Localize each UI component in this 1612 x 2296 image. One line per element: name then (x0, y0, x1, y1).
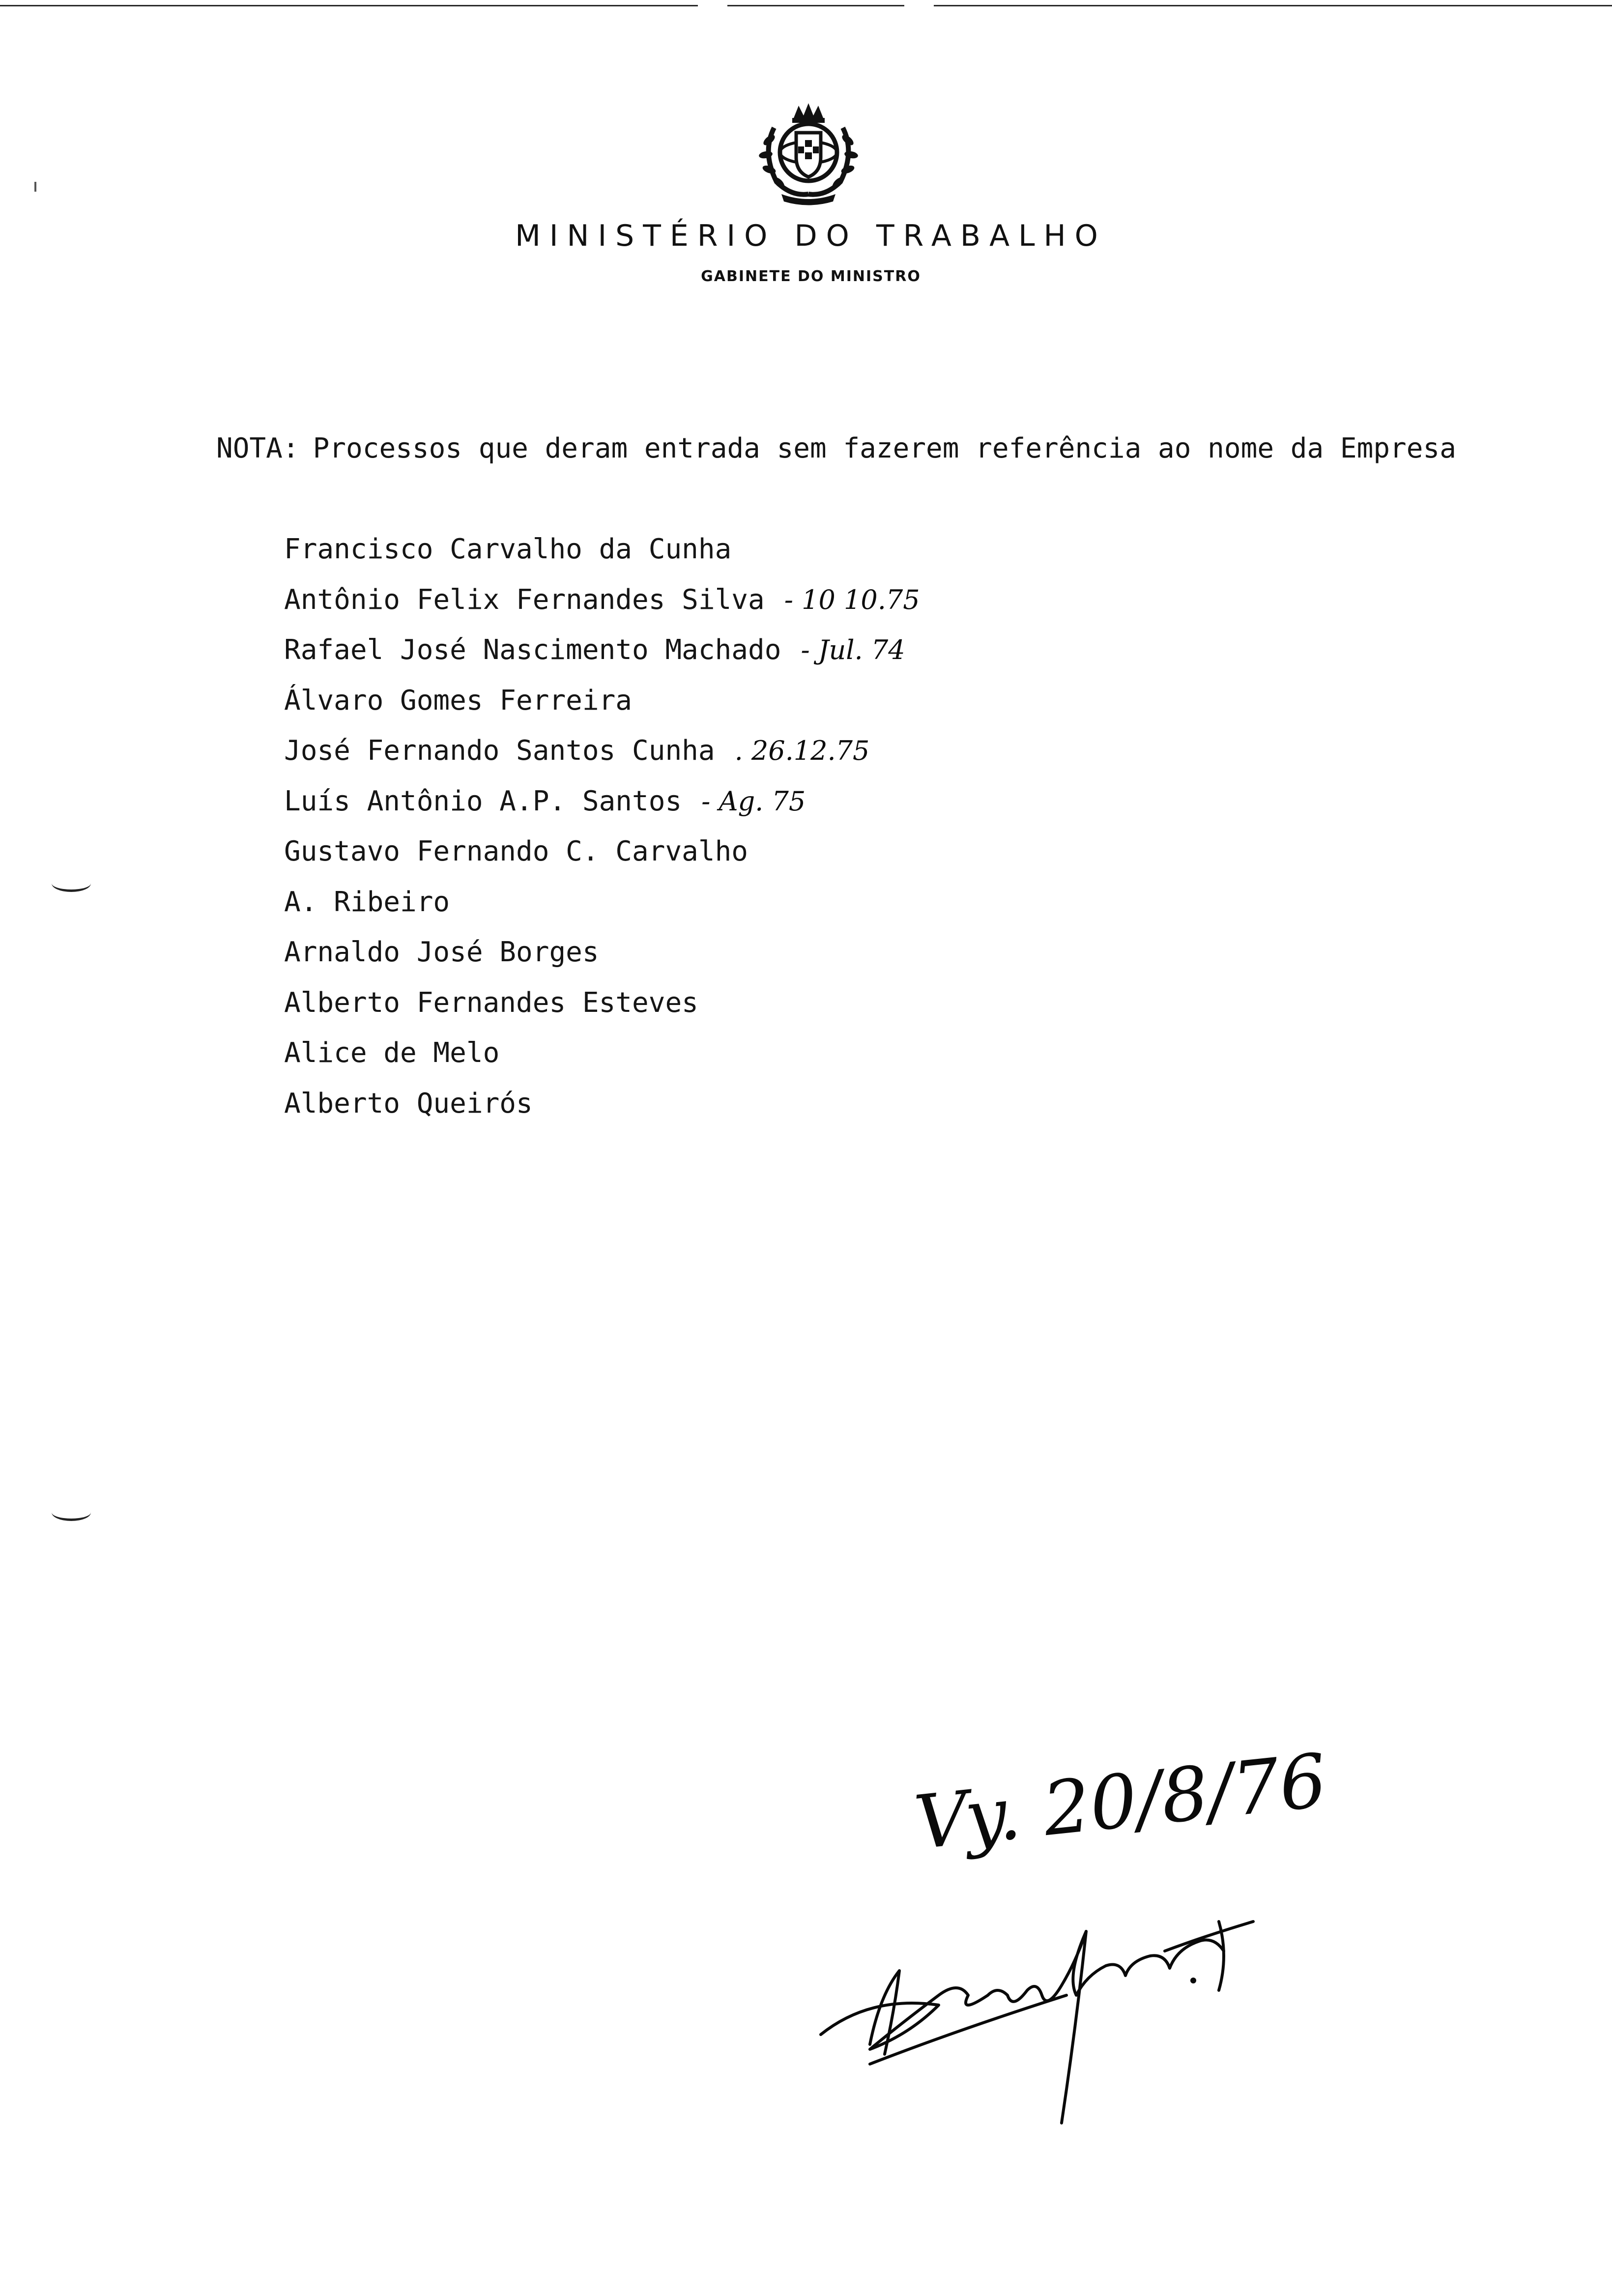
ministry-name: MINISTÉRIO DO TRABALHO (515, 219, 1107, 253)
handwritten-date: Vy. 20/8/76 (911, 1738, 1331, 1866)
list-item (284, 936, 920, 987)
person-name: Arnaldo José Borges (284, 936, 599, 968)
person-name: Álvaro Gomes Ferreira (284, 684, 633, 717)
note-label: NOTA: (216, 432, 299, 464)
binder-hole-mark-1 (52, 875, 91, 892)
person-name: Antônio Felix Fernandes Silva (284, 583, 765, 616)
person-name: Gustavo Fernando C. Carvalho (284, 835, 748, 867)
person-name: Alice de Melo (284, 1037, 500, 1069)
top-edge-line-2 (727, 5, 904, 6)
handwritten-annotation: - 10 10.75 (784, 584, 920, 615)
left-scan-mark (34, 182, 36, 192)
list-item (284, 533, 920, 584)
person-name: Francisco Carvalho da Cunha (284, 533, 732, 565)
names-list (284, 533, 920, 1138)
list-item (284, 584, 920, 634)
list-item (284, 785, 920, 836)
person-name: Alberto Fernandes Esteves (284, 986, 698, 1019)
cabinet-name: GABINETE DO MINISTRO (701, 268, 921, 285)
signature-area (811, 1720, 1352, 2138)
note-text: Processos que deram entrada sem fazerem referência ao nome da Empresa (313, 432, 1456, 464)
list-item (284, 685, 920, 735)
list-item (284, 835, 920, 886)
person-name: Rafael José Nascimento Machado (284, 634, 781, 666)
handwritten-signature (811, 1848, 1352, 2133)
person-name: A. Ribeiro (284, 886, 450, 918)
list-item (284, 735, 920, 785)
handwritten-annotation: . 26.12.75 (734, 735, 870, 766)
handwritten-annotation: - Ag. 75 (701, 785, 806, 817)
note-line (216, 432, 1456, 464)
binder-hole-mark-2 (52, 1504, 91, 1521)
top-edge-line-3 (934, 5, 1612, 6)
handwritten-annotation: - Jul. 74 (801, 634, 905, 665)
person-name: José Fernando Santos Cunha (284, 735, 715, 767)
list-item (284, 987, 920, 1037)
top-edge-line-1 (0, 5, 698, 6)
list-item (284, 886, 920, 937)
list-item (284, 634, 920, 685)
person-name: Alberto Queirós (284, 1087, 533, 1119)
list-item (284, 1037, 920, 1088)
list-item (284, 1088, 920, 1138)
coat-of-arms-emblem (747, 98, 870, 206)
person-name: Luís Antônio A.P. Santos (284, 785, 682, 817)
